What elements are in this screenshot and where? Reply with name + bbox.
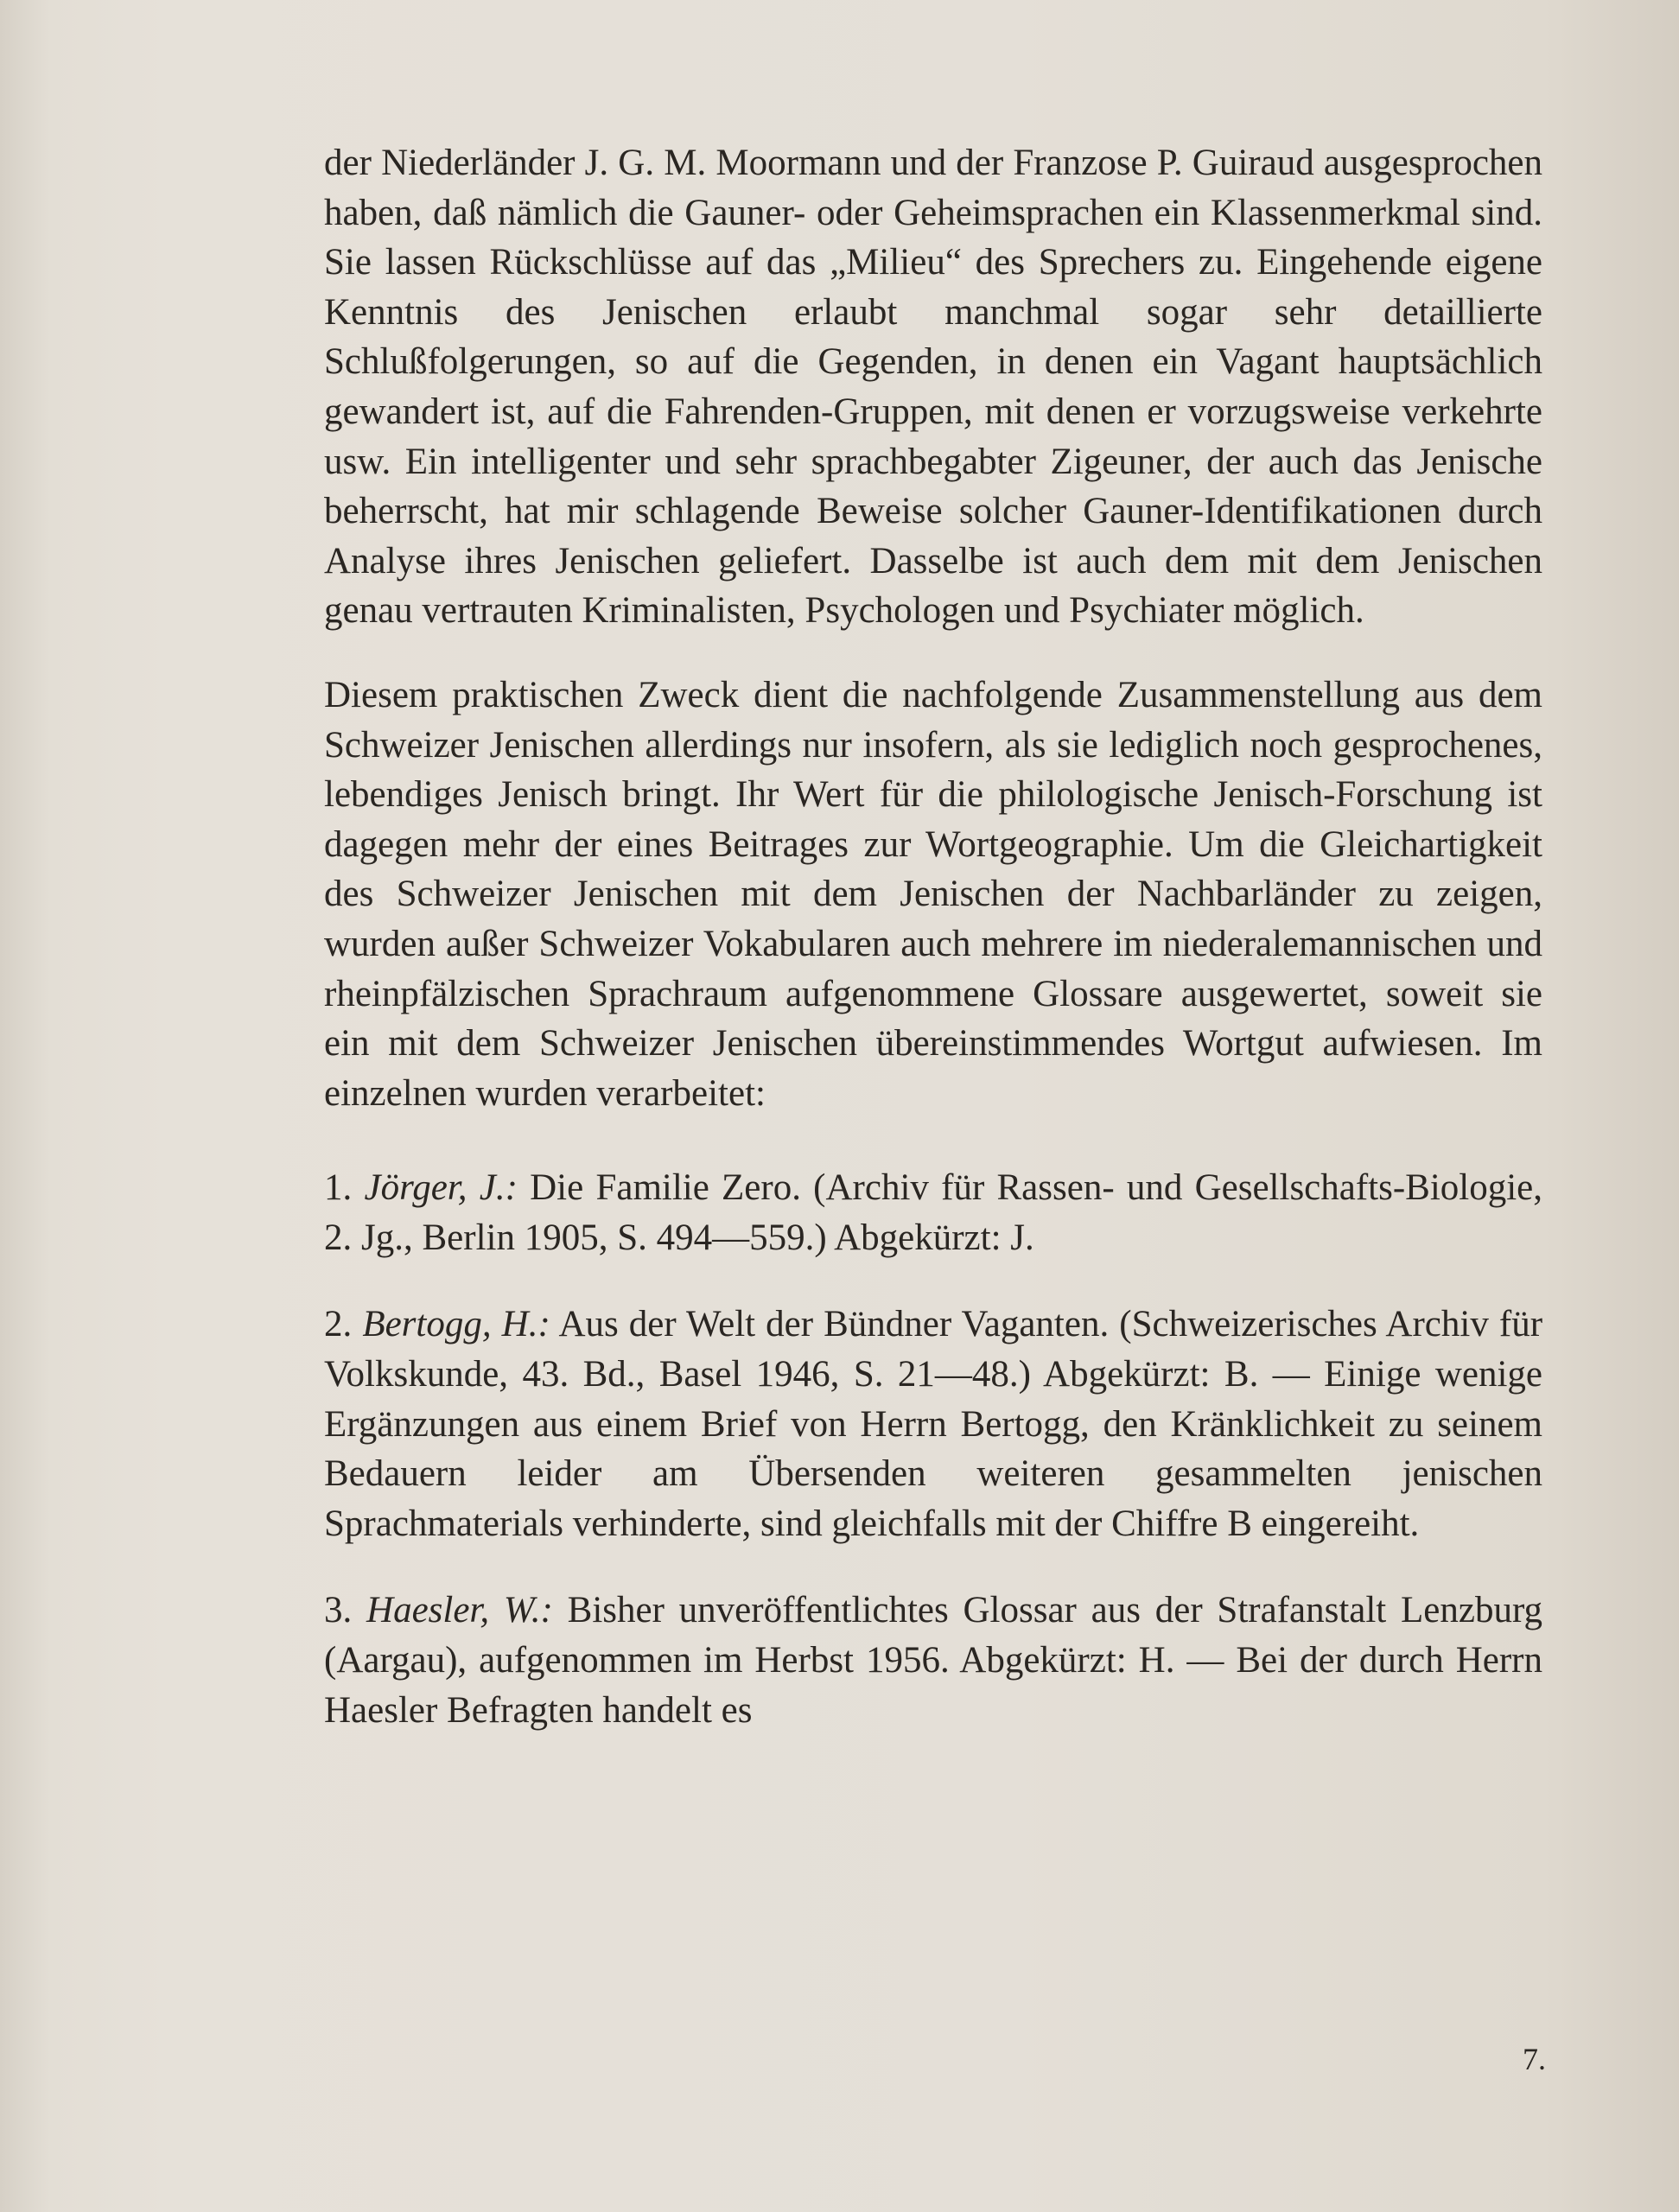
entry-author: Bertogg, H.: (362, 1304, 550, 1345)
paragraph-2: Diesem praktischen Zweck dient die nachfolgende Zusammenstellung aus dem Schweizer Jenischen allerdings nur insofern, als sie lediglich noch gesprochenes, lebendiges Jenisch bringt. Ihr Wert für die philologische Jenisch-Forschung ist dagegen mehr der eines Beitrages zur Wortgeographie. Um die Gleichartigkeit des Schweizer Jenischen mit dem Jenischen der Nachbarländer zu zeigen, wurden außer Schweizer Vokabularen auch mehrere im niederalemannischen und rheinpfälzischen Sprachraum aufgenommene Glossare ausgewertet, soweit sie ein mit dem Schweizer Jenischen übereinstimmendes Wortgut aufwiesen. Im einzelnen wurden verarbeitet: (324, 674, 1542, 1114)
page-text (324, 138, 1542, 1772)
entry-number: 2. (324, 1304, 353, 1345)
entry-text: Die Familie Zero. (Archiv für Rassen- und Gesellschafts-Biologie, 2. Jg., Berlin 1905, S. 494—559.) Abgekürzt: J. (324, 1167, 1543, 1258)
entry-text: Aus der Welt der Bündner Vaganten. (Schweizerisches Archiv für Volkskunde, 43. Bd., Basel 1946, S. 21—48.) Abgekürzt: B. — Einige wenige Ergänzungen aus einem Brief von Herrn Bertogg, den Kränklichkeit zu seinem Bedauern leider am Übersenden weiteren gesammelten jenischen Sprachmaterials verhinderte, sind gleichfalls mit der Chiffre B eingereiht. (324, 1304, 1543, 1544)
bibliography-entry-2 (324, 1300, 1542, 1548)
entry-text: Bisher unveröffentlichtes Glossar aus der Strafanstalt Lenzburg (Aargau), aufgenommen im Herbst 1956. Abgekürzt: H. — Bei der durch Herrn Haesler Befragten handelt es (324, 1590, 1542, 1731)
bibliography-entry-1 (324, 1163, 1542, 1262)
page-number: 7. (1523, 2042, 1546, 2076)
entry-author: Haesler, W.: (366, 1590, 553, 1631)
entry-author: Jörger, J.: (364, 1167, 518, 1209)
paragraph-1: der Niederländer J. G. M. Moormann und der Franzose P. Guiraud ausgesprochen haben, daß nämlich die Gauner- oder Geheimsprachen ein Klassenmerkmal sind. Sie lassen Rückschlüsse auf das „Milieu“ des Sprechers zu. Eingehende eigene Kenntnis des Jenischen erlaubt manchmal sogar sehr detaillierte Schlußfolgerungen, so auf die Gegenden, in denen ein Vagant hauptsächlich gewandert ist, auf die Fahrenden-Gruppen, mit denen er vorzugsweise verkehrte usw. Ein intelligenter und sehr sprachbegabter Zigeuner, der auch das Jenische beherrscht, hat mir schlagende Beweise solcher Gauner-Identifikationen durch Analyse ihres Jenischen geliefert. Dasselbe ist auch dem mit dem Jenischen genau vertrauten Kriminalisten, Psychologen und Psychiater möglich. (324, 143, 1542, 632)
entry-number: 3. (324, 1590, 353, 1631)
bibliography-entry-3 (324, 1586, 1542, 1735)
entry-number: 1. (324, 1167, 353, 1209)
